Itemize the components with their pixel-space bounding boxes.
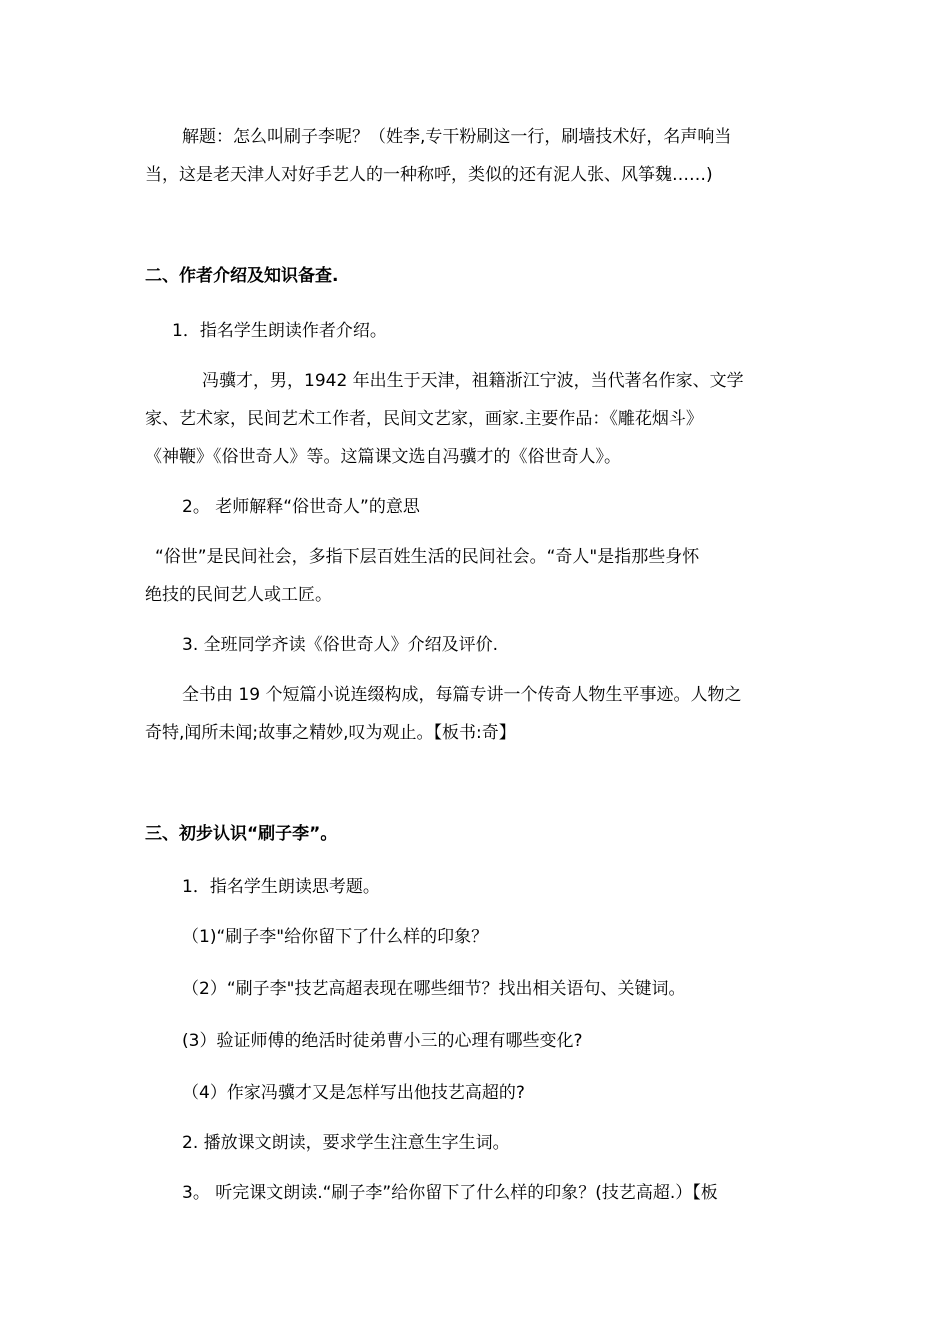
intro-line-1: 解题：怎么叫刷子李呢？（姓李,专干粉刷这一行，刷墙技术好，名声响当	[182, 127, 732, 147]
section-3-item-1: 1．指名学生朗读思考题。	[182, 877, 380, 897]
section-2-item-1: 1．指名学生朗读作者介绍。	[172, 321, 387, 341]
question-1: （1)“刷子李"给你留下了什么样的印象？	[182, 927, 489, 947]
section-3-item-2: 2. 播放课文朗读，要求学生注意生字生词。	[182, 1133, 510, 1153]
question-3: (3）验证师傅的绝活时徒弟曹小三的心理有哪些变化?	[182, 1031, 583, 1051]
meaning-line-1: “俗世”是民间社会，多指下层百姓生活的民间社会。“奇人"是指那些身怀	[155, 547, 700, 567]
author-intro-line-3: 《神鞭》《俗世奇人》等。这篇课文选自冯骥才的《俗世奇人》。	[145, 447, 621, 467]
author-intro-line-1: 冯骥才，男，1942 年出生于天津，祖籍浙江宁波，当代著名作家、文学	[202, 371, 744, 391]
intro-line-2: 当，这是老天津人对好手艺人的一种称呼，类似的还有泥人张、风筝魏……)	[145, 165, 713, 185]
section-2-item-2: 2。 老师解释“俗世奇人”的意思	[182, 497, 420, 517]
question-2: （2）“刷子李"技艺高超表现在哪些细节？找出相关语句、关键词。	[182, 979, 686, 999]
section-2-item-3: 3. 全班同学齐读《俗世奇人》介绍及评价.	[182, 635, 499, 655]
author-intro-line-2: 家、艺术家，民间艺术工作者，民间文艺家，画家.主要作品：《雕花烟斗》	[145, 409, 703, 429]
section-3-item-3: 3。 听完课文朗读.“刷子李”给你留下了什么样的印象？(技艺高超.）【板	[182, 1183, 718, 1203]
question-4: （4）作家冯骥才又是怎样写出他技艺高超的?	[182, 1083, 525, 1103]
book-line-2: 奇特,闻所未闻;故事之精妙,叹为观止。【板书:奇】	[145, 723, 516, 743]
meaning-line-2: 绝技的民间艺人或工匠。	[145, 585, 332, 605]
section-2-heading: 二、作者介绍及知识备查.	[145, 266, 339, 286]
section-3-heading: 三、初步认识“刷子李”。	[145, 824, 338, 844]
book-line-1: 全书由 19 个短篇小说连缀构成，每篇专讲一个传奇人物生平事迹。人物之	[182, 685, 742, 705]
